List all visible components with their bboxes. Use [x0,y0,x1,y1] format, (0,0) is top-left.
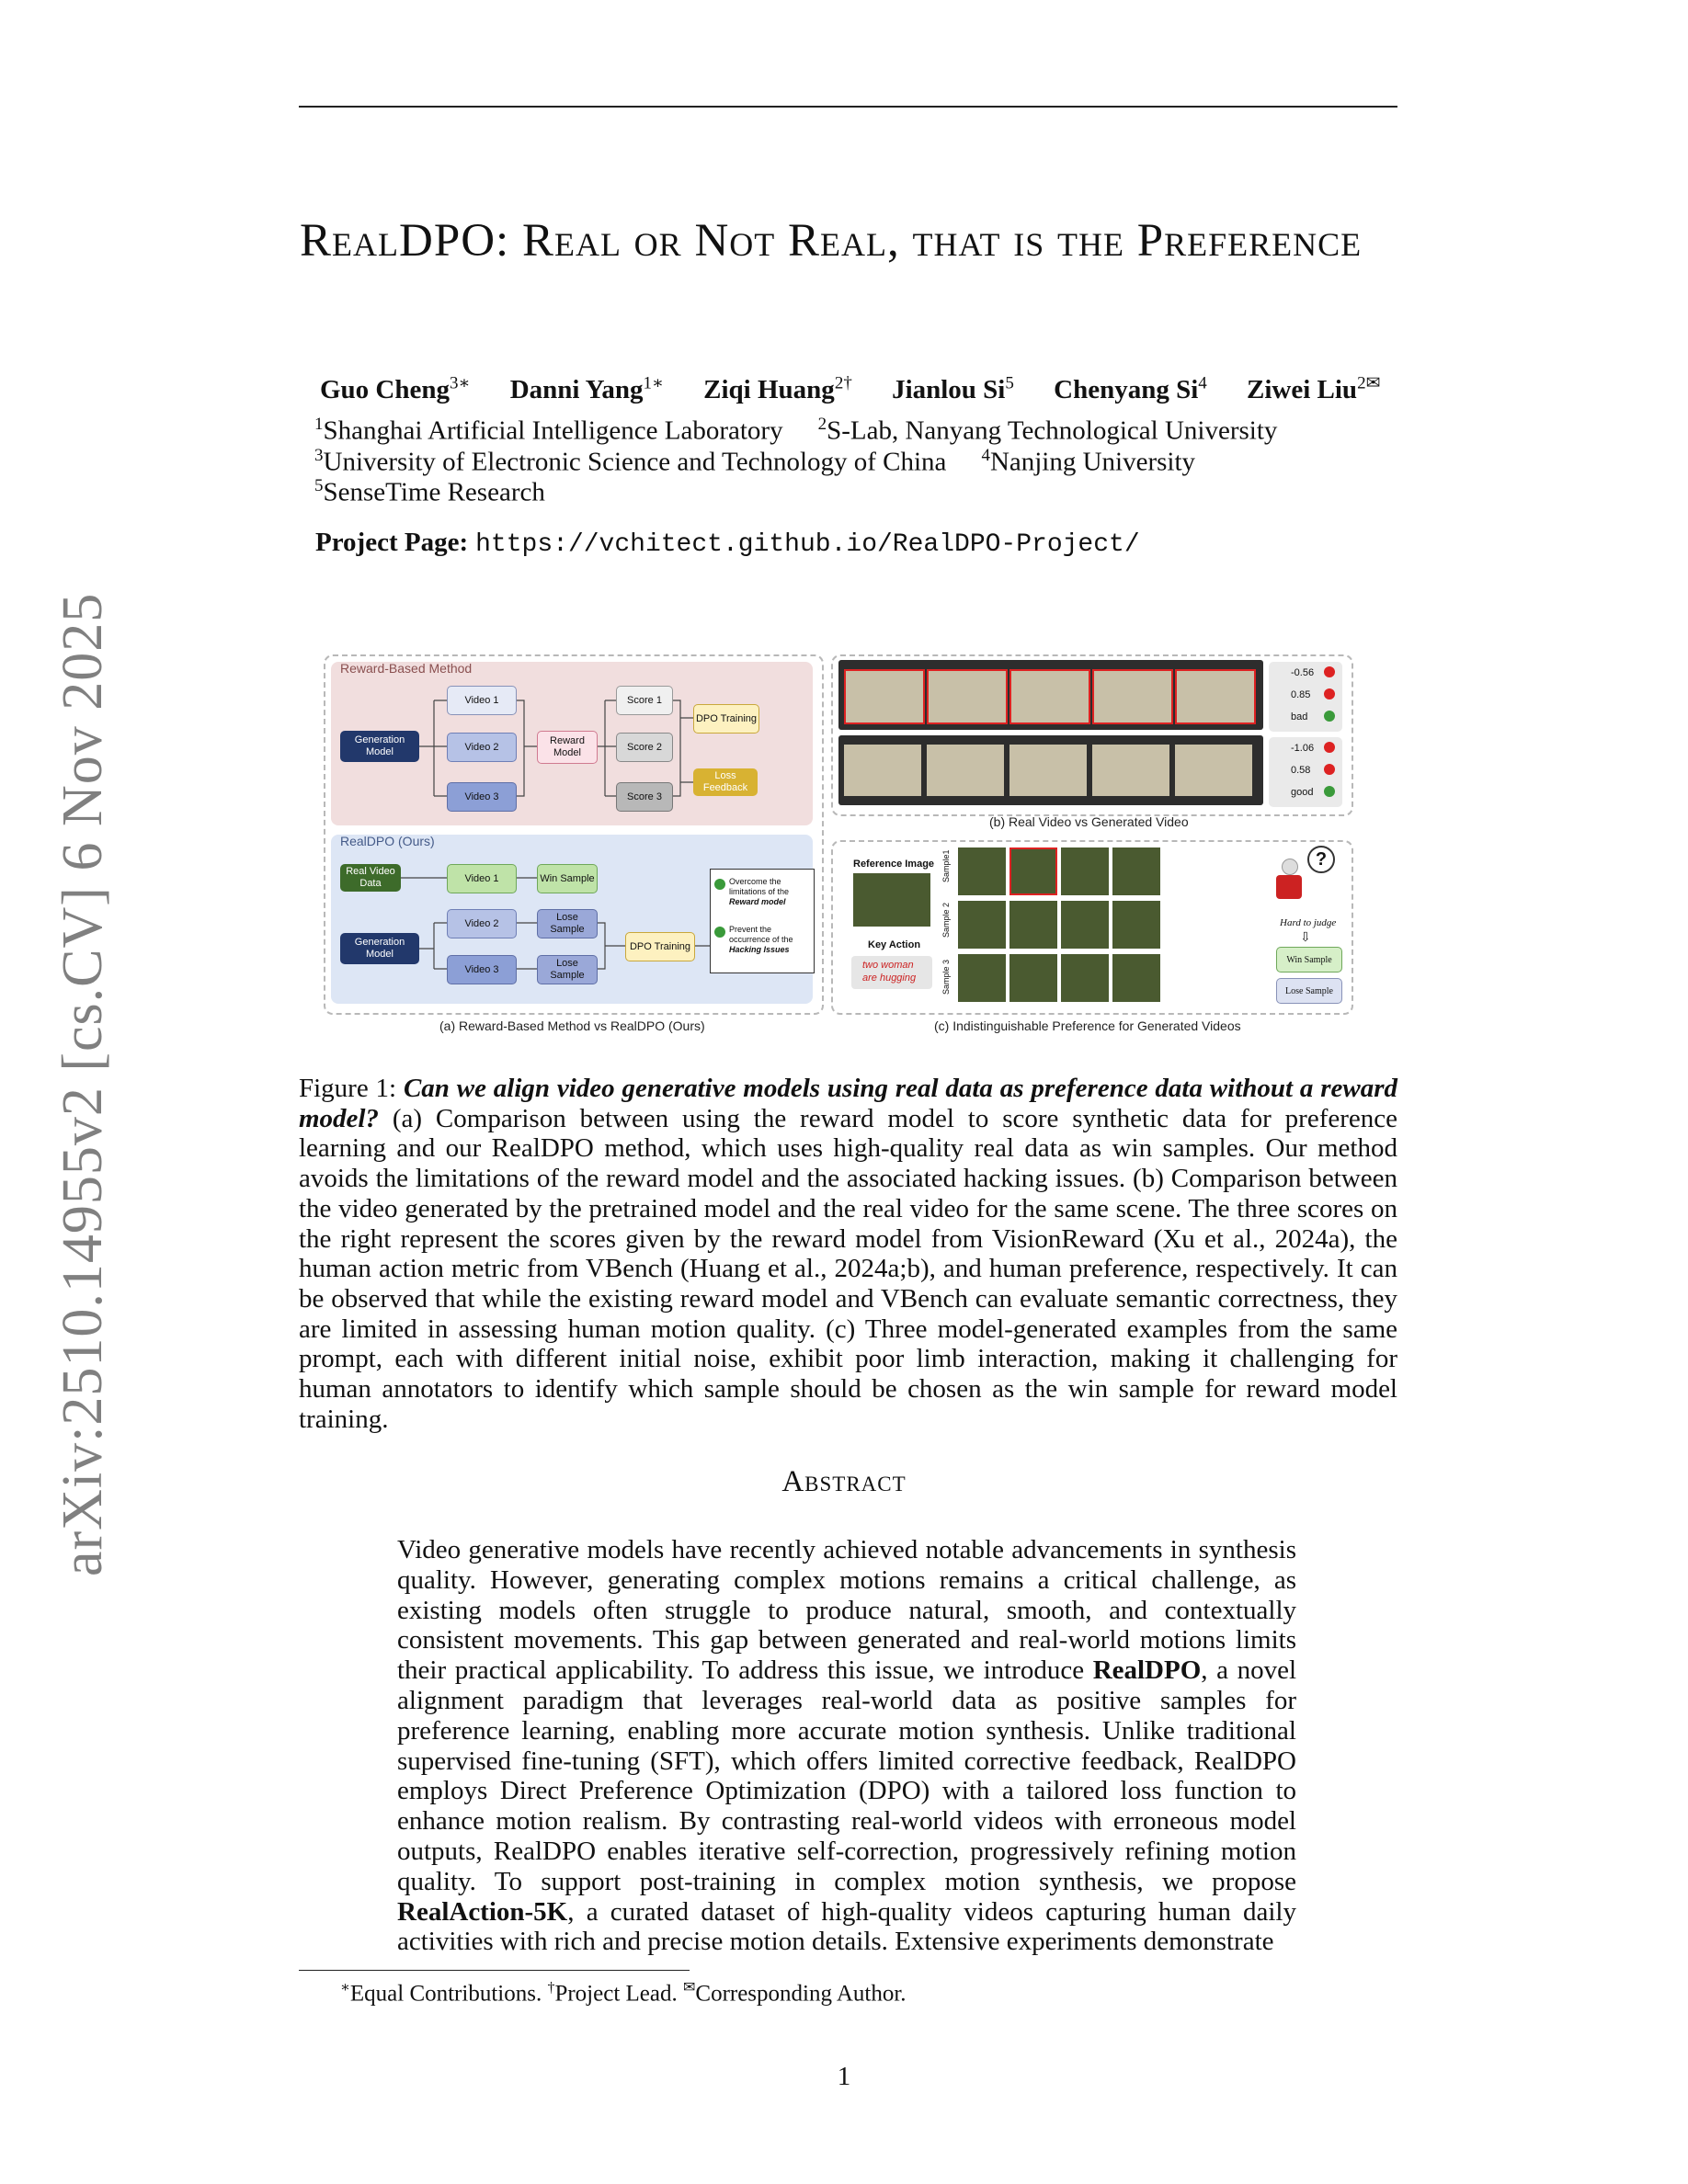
affiliation-line: $^3$University of Electronic Science and Technology of China $^4$Nanjing University [314,446,1196,477]
generation-model-box: Generation Model [340,731,419,762]
score-box: Score 3 [616,782,673,812]
question-icon: ? [1307,846,1335,873]
abstract-body: Video generative models have recently achieved notable advancements in synthesis quality. However, generating complex motions remains a critical challenge, as existing models often struggle to produce natural, smooth, and contextually consistent movements. This gap between generated and real-world motions limits their practical applicability. To address this issue, we introduce RealDPO, a novel alignment paradigm that leverages real-world data as positive samples for preference learning, enabling more accurate motion synthesis. Unlike traditional supervised fine-tuning (SFT), which offers limited corrective feedback, RealDPO employs Direct Preference Optimization (DPO) with a tailored loss function to enhance motion realism. By contrasting real-world videos with erroneous model outputs, RealDPO enables iterative self-correction, progressively refining motion quality. To support post-training in complex motion synthesis, we propose RealAction-5K, a curated dataset of high-quality videos capturing human daily activities with rich and precise motion details. Extensive experiments demonstrate [397,1535,1297,1957]
arxiv-stamp: arXiv:2510.14955v2 [cs.CV] 6 Nov 2025 [51,592,114,1576]
dpo-training-box: DPO Training [625,932,695,961]
author: Ziwei Liu$^{2✉}$ [1247,373,1381,404]
win-sample-box: Win Sample [537,864,598,893]
author: Guo Cheng$^{3∗}$ [320,373,471,404]
key-action-label: Key Action [868,939,921,950]
video-box: Video 1 [447,864,517,893]
sample-label: Sample 2 [941,902,951,938]
project-page [315,528,1140,559]
video-box: Video 3 [447,782,517,812]
author-list [320,372,1423,405]
key-action-box: two woman are hugging [851,956,932,989]
score-box: Score 1 [616,686,673,715]
lose-sample-box: Lose Sample [537,955,598,984]
figure-person-icon [1272,859,1306,903]
reference-image [853,873,930,927]
section-title: Reward-Based Method [340,661,473,676]
win-sample-box: Win Sample [1276,947,1342,973]
figure-label: Figure 1: [299,1074,397,1103]
warning-icon [1324,764,1335,775]
caption-lead: Can we align video generative models using real data as preference data without a reward model? [299,1074,1398,1133]
arrow-down-icon: ⇩ [1300,931,1311,945]
section-title: RealDPO (Ours) [340,834,435,848]
abstract-heading: Abstract [781,1465,907,1498]
video-box: Video 2 [447,909,517,938]
loss-feedback-box: Loss Feedback [693,768,758,796]
panel-c-caption: (c) Indistinguishable Preference for Generated Videos [934,1018,1241,1033]
figure-1 [324,654,1372,1041]
warning-icon [1324,742,1335,753]
score-box: Score 2 [616,733,673,762]
hard-to-judge-label: Hard to judge [1280,917,1337,928]
page-number: 1 [837,2062,851,2091]
footnote: ∗Equal Contributions. †Project Lead. ✉Corresponding Author. [340,1980,907,2007]
check-icon [1324,786,1335,797]
paper-title: RealDPO: Real or Not Real, that is the Preference [300,215,1363,267]
sample-label: Sample1 [941,849,951,882]
warning-icon [1324,688,1335,700]
dpo-training-box: DPO Training [693,704,759,734]
sample-label: Sample 3 [941,959,951,995]
benefit-note: Overcome the limitations of the Reward model Prevent the occurrence of the Hacking Issues [710,869,815,973]
generation-model-box: Generation Model [340,933,419,964]
affiliation-line: $^5$SenseTime Research [314,476,545,507]
project-label: Project Page: [315,528,469,557]
warning-icon [1324,666,1335,677]
project-url-link[interactable]: https://vchitect.github.io/RealDPO-Project/ [475,530,1140,559]
video-box: Video 1 [447,686,517,715]
panel-a-caption: (a) Reward-Based Method vs RealDPO (Ours) [439,1018,705,1033]
author: Ziqi Huang$^{2\dagger}$ [703,373,852,404]
video-box: Video 3 [447,955,517,984]
reference-image-label: Reference Image [853,859,935,870]
check-icon [1324,711,1335,722]
panel-b-caption: (b) Real Video vs Generated Video [989,814,1189,829]
author: Chenyang Si$^4$ [1054,373,1207,404]
affiliation-line: $^1$Shanghai Artificial Intelligence Laboratory $^2$S-Lab, Nanyang Technological University [314,415,1278,446]
top-rule [299,106,1397,108]
real-video-strip [838,660,1263,730]
real-video-data-box: Real Video Data [340,864,401,892]
footnote-rule [299,1970,690,1971]
author: Danni Yang$^{1∗}$ [509,373,664,404]
check-icon [714,879,725,890]
generated-video-strip [838,735,1263,805]
check-icon [714,927,725,938]
top-score-card: -0.56 0.85 bad [1269,662,1342,732]
figure-caption [299,1074,1397,1434]
video-box: Video 2 [447,733,517,762]
reward-model-box: Reward Model [537,731,598,764]
caption-text: (a) Comparison between using the reward model to score synthetic data for preference learning and our RealDPO method, which uses high-quality real data as win samples. Our method avoids the limitations of the reward model and the associated hacking issues. (b) Comparison between the video generated by the pretrained model and the real video for the same scene. The three scores on the right represent the scores given by the reward model from VisionReward (Xu et al., 2024a), the human action metric from VBench (Huang et al., 2024a;b), and human preference, respectively. It can be observed that while the existing reward model and VBench can evaluate semantic correctness, they are limited in assessing human motion quality. (c) Three model-generated examples from the same prompt, each with different initial noise, exhibit poor limb interaction, making it challenging for human annotators to identify which sample should be chosen as the win sample for reward model training. [299,1103,1398,1434]
lose-sample-box: Lose Sample [1276,978,1342,1004]
bottom-score-card: -1.06 0.58 good [1269,737,1342,807]
author: Jianlou Si$^5$ [892,373,1014,404]
lose-sample-box: Lose Sample [537,909,598,938]
